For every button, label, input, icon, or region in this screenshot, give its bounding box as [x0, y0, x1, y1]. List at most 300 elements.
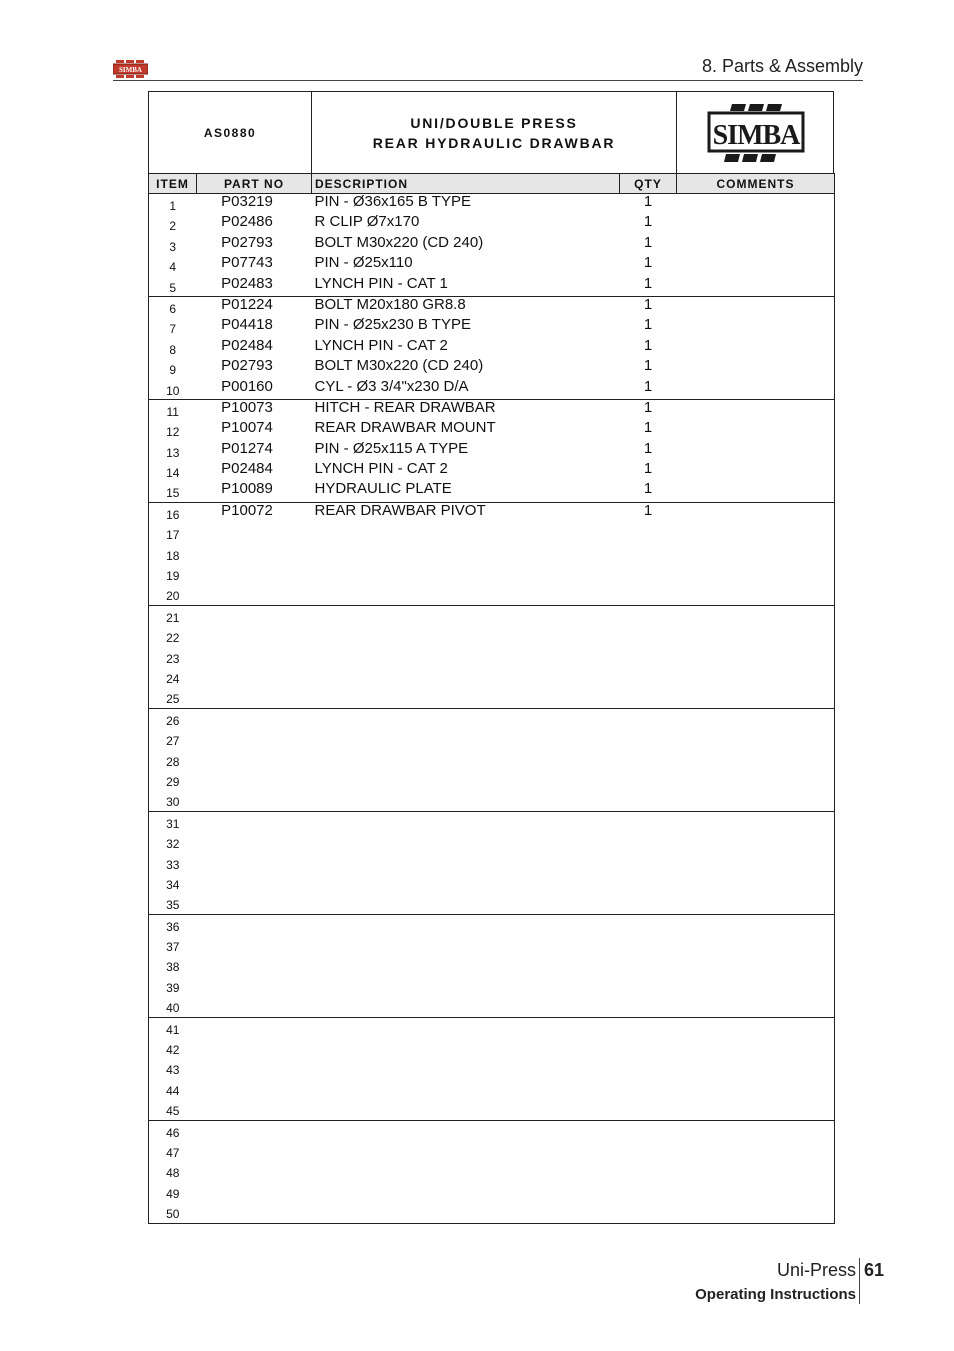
- item-cell: 33: [149, 853, 197, 873]
- table-row: [149, 1182, 835, 1202]
- qty-cell: [620, 1079, 677, 1099]
- table-row: [149, 276, 835, 297]
- part-no-cell: [197, 893, 312, 914]
- table-row: [149, 1099, 835, 1120]
- part-no-cell: [197, 976, 312, 996]
- description-cell: R CLIP Ø7x170: [314, 214, 420, 231]
- comments-cell: [677, 1120, 835, 1141]
- parts-table-body: [149, 194, 835, 1224]
- table-row: [149, 873, 835, 893]
- comments-cell: [677, 1202, 835, 1223]
- comments-cell: [677, 955, 835, 975]
- assembly-title: [312, 92, 677, 174]
- comments-cell: [677, 317, 835, 337]
- table-row: [149, 667, 835, 687]
- table-row: [149, 811, 835, 832]
- part-no-cell: P10073: [221, 399, 273, 416]
- table-row: [149, 647, 835, 667]
- qty-cell: [620, 790, 677, 811]
- qty-cell: [620, 853, 677, 873]
- header-divider: [113, 80, 863, 81]
- item-cell: 7: [149, 317, 197, 337]
- item-cell: 34: [149, 873, 197, 893]
- description-cell: [312, 1058, 620, 1078]
- column-header-part-no: PART NO: [197, 174, 312, 194]
- item-cell: 19: [149, 564, 197, 584]
- item-cell: 42: [149, 1038, 197, 1058]
- part-no-cell: P04418: [221, 317, 273, 334]
- part-no-cell: P02484: [221, 337, 273, 354]
- item-cell: 23: [149, 647, 197, 667]
- table-row: [149, 317, 835, 337]
- item-cell: 26: [149, 708, 197, 729]
- table-row: [149, 214, 835, 234]
- comments-cell: [677, 194, 835, 215]
- page-number: 61: [864, 1260, 885, 1280]
- table-row: [149, 790, 835, 811]
- part-no-cell: [197, 996, 312, 1017]
- part-no-cell: [197, 544, 312, 564]
- comments-cell: [677, 461, 835, 481]
- table-row: [149, 564, 835, 584]
- qty-cell: 1: [620, 379, 677, 400]
- qty-cell: [620, 996, 677, 1017]
- description-cell: BOLT M30x220 (CD 240): [314, 234, 484, 251]
- part-no-cell: [197, 564, 312, 584]
- qty-cell: 1: [620, 276, 677, 297]
- part-no-cell: P07743: [221, 255, 273, 272]
- table-row: [149, 976, 835, 996]
- comments-cell: [677, 626, 835, 646]
- table-row: [149, 626, 835, 646]
- comments-cell: [677, 647, 835, 667]
- description-cell: [312, 626, 620, 646]
- item-cell: 27: [149, 729, 197, 749]
- qty-cell: 1: [643, 420, 653, 437]
- part-no-cell: [197, 687, 312, 708]
- qty-cell: 1: [643, 399, 653, 416]
- part-no-cell: [197, 1017, 312, 1038]
- description-cell: PIN - Ø25x115 A TYPE: [314, 440, 469, 457]
- part-no-cell: P10089: [197, 481, 312, 502]
- simba-logo-graphic: [706, 102, 806, 164]
- item-cell: 31: [149, 811, 197, 832]
- qty-cell: [620, 1161, 677, 1181]
- parts-table: [148, 173, 835, 1224]
- qty-cell: 1: [643, 296, 653, 313]
- table-row: [149, 935, 835, 955]
- part-no-cell: P01224: [221, 296, 273, 313]
- item-cell: 40: [149, 996, 197, 1017]
- table-row: [149, 1202, 835, 1223]
- table-row: [149, 832, 835, 852]
- qty-cell: 1: [643, 234, 653, 251]
- part-no-cell: [197, 729, 312, 749]
- part-no-cell: [197, 1202, 312, 1223]
- description-cell: REAR DRAWBAR PIVOT: [314, 502, 486, 519]
- description-cell: [312, 1202, 620, 1223]
- description-cell: [312, 1038, 620, 1058]
- comments-cell: [677, 235, 835, 255]
- qty-cell: [620, 1058, 677, 1078]
- part-no-cell: P01274: [221, 440, 273, 457]
- qty-cell: [620, 976, 677, 996]
- description-cell: BOLT M30x220 (CD 240): [314, 358, 484, 375]
- comments-cell: [677, 1017, 835, 1038]
- item-cell: 48: [149, 1161, 197, 1181]
- qty-cell: [620, 1017, 677, 1038]
- table-row: [149, 1120, 835, 1141]
- description-cell: [312, 893, 620, 914]
- item-cell: 11: [149, 399, 197, 420]
- description-cell: [312, 853, 620, 873]
- part-no-cell: P02486: [221, 214, 273, 231]
- table-row: [149, 338, 835, 358]
- part-no-cell: P02484: [221, 461, 273, 478]
- comments-cell: [677, 338, 835, 358]
- item-cell: 38: [149, 955, 197, 975]
- description-cell: [312, 708, 620, 729]
- description-cell: PIN - Ø25x230 B TYPE: [314, 317, 471, 334]
- table-row: [149, 893, 835, 914]
- part-no-cell: [197, 955, 312, 975]
- part-no-cell: [197, 770, 312, 790]
- table-row: [149, 996, 835, 1017]
- table-row: [149, 914, 835, 935]
- part-no-cell: [197, 1141, 312, 1161]
- qty-cell: [620, 687, 677, 708]
- comments-cell: [677, 853, 835, 873]
- table-row: [149, 1038, 835, 1058]
- description-cell: [312, 544, 620, 564]
- item-cell: 30: [149, 790, 197, 811]
- item-cell: 18: [149, 544, 197, 564]
- part-no-cell: P02793: [221, 234, 273, 251]
- item-cell: 43: [149, 1058, 197, 1078]
- description-cell: [312, 832, 620, 852]
- comments-cell: [677, 729, 835, 749]
- simba-logo: [677, 92, 834, 174]
- item-cell: 15: [149, 481, 197, 502]
- item-cell: 32: [149, 832, 197, 852]
- comments-cell: [677, 1141, 835, 1161]
- table-row: [149, 1017, 835, 1038]
- table-row: [149, 502, 835, 523]
- qty-cell: [620, 873, 677, 893]
- qty-cell: [620, 750, 677, 770]
- part-no-cell: [197, 1058, 312, 1078]
- table-row: [149, 399, 835, 420]
- description-cell: [312, 584, 620, 605]
- part-no-cell: [197, 1099, 312, 1120]
- table-row: [149, 544, 835, 564]
- qty-cell: [620, 729, 677, 749]
- comments-cell: [677, 770, 835, 790]
- item-cell: 9: [149, 358, 197, 378]
- description-cell: [312, 750, 620, 770]
- part-no-cell: [197, 1079, 312, 1099]
- comments-cell: [677, 790, 835, 811]
- item-cell: 8: [149, 338, 197, 358]
- table-row: [149, 523, 835, 543]
- table-row: [149, 605, 835, 626]
- table-row: [149, 1161, 835, 1181]
- part-no-cell: [197, 667, 312, 687]
- item-cell: 22: [149, 626, 197, 646]
- description-cell: [312, 1141, 620, 1161]
- table-row: [149, 1079, 835, 1099]
- description-cell: [312, 564, 620, 584]
- comments-cell: [677, 276, 835, 297]
- comments-cell: [677, 750, 835, 770]
- comments-cell: [677, 1099, 835, 1120]
- comments-cell: [677, 605, 835, 626]
- table-row: [149, 584, 835, 605]
- table-row: [149, 379, 835, 400]
- table-row: [149, 420, 835, 440]
- item-cell: 13: [149, 441, 197, 461]
- comments-cell: [677, 873, 835, 893]
- description-cell: LYNCH PIN - CAT 2: [314, 461, 448, 478]
- comments-cell: [677, 584, 835, 605]
- description-cell: LYNCH PIN - CAT 2: [314, 337, 448, 354]
- comments-cell: [677, 523, 835, 543]
- comments-cell: [677, 214, 835, 234]
- part-no-cell: [197, 832, 312, 852]
- simba-small-logo: [113, 60, 148, 78]
- simba-small-logo-text: SIMBA: [119, 66, 142, 74]
- comments-cell: [677, 893, 835, 914]
- qty-cell: [620, 811, 677, 832]
- comments-cell: [677, 1182, 835, 1202]
- qty-cell: [620, 935, 677, 955]
- part-no-cell: [197, 1161, 312, 1181]
- comments-cell: [677, 502, 835, 523]
- description-cell: PIN - Ø25x110: [314, 255, 413, 272]
- comments-cell: [677, 564, 835, 584]
- item-cell: 39: [149, 976, 197, 996]
- part-no-cell: [197, 523, 312, 543]
- qty-cell: [620, 544, 677, 564]
- item-cell: 35: [149, 893, 197, 914]
- item-cell: 28: [149, 750, 197, 770]
- part-no-cell: [197, 1120, 312, 1141]
- footer-product-name: Uni-Press: [776, 1260, 856, 1280]
- comments-cell: [677, 1038, 835, 1058]
- description-cell: [312, 770, 620, 790]
- qty-cell: [620, 914, 677, 935]
- assembly-title-line2: REAR HYDRAULIC DRAWBAR: [372, 135, 616, 151]
- table-row: [149, 481, 835, 502]
- qty-cell: [620, 1202, 677, 1223]
- description-cell: [312, 935, 620, 955]
- item-cell: 2: [149, 214, 197, 234]
- description-cell: [312, 1182, 620, 1202]
- table-row: [149, 955, 835, 975]
- item-cell: 21: [149, 605, 197, 626]
- qty-cell: 1: [643, 193, 653, 210]
- qty-cell: 1: [643, 255, 653, 272]
- qty-cell: 1: [643, 337, 653, 354]
- comments-cell: [677, 399, 835, 420]
- table-row: [149, 358, 835, 378]
- item-cell: 6: [149, 296, 197, 317]
- comments-cell: [677, 935, 835, 955]
- item-cell: 24: [149, 667, 197, 687]
- comments-cell: [677, 358, 835, 378]
- qty-cell: 1: [643, 440, 653, 457]
- part-no-cell: [197, 853, 312, 873]
- item-cell: 4: [149, 255, 197, 275]
- qty-cell: 1: [643, 358, 653, 375]
- part-no-cell: [197, 914, 312, 935]
- comments-cell: [677, 914, 835, 935]
- qty-cell: 1: [643, 461, 653, 478]
- qty-cell: [620, 770, 677, 790]
- item-cell: 10: [149, 379, 197, 400]
- description-cell: REAR DRAWBAR MOUNT: [314, 420, 496, 437]
- item-cell: 45: [149, 1099, 197, 1120]
- item-cell: 47: [149, 1141, 197, 1161]
- table-row: [149, 729, 835, 749]
- qty-cell: [620, 1120, 677, 1141]
- assembly-code: AS0880: [149, 92, 312, 174]
- comments-cell: [677, 1161, 835, 1181]
- comments-cell: [677, 832, 835, 852]
- qty-cell: [620, 1038, 677, 1058]
- item-cell: 25: [149, 687, 197, 708]
- description-cell: [312, 523, 620, 543]
- item-cell: 41: [149, 1017, 197, 1038]
- item-cell: 49: [149, 1182, 197, 1202]
- qty-cell: [620, 647, 677, 667]
- table-row: [149, 461, 835, 481]
- description-cell: BOLT M20x180 GR8.8: [314, 296, 466, 313]
- comments-cell: [677, 1058, 835, 1078]
- description-cell: PIN - Ø36x165 B TYPE: [314, 193, 471, 210]
- column-header-description: DESCRIPTION: [312, 174, 620, 194]
- item-cell: 20: [149, 584, 197, 605]
- qty-cell: [620, 708, 677, 729]
- part-no-cell: P00160: [197, 379, 312, 400]
- qty-cell: [620, 564, 677, 584]
- description-cell: [312, 1099, 620, 1120]
- description-cell: HITCH - REAR DRAWBAR: [314, 399, 496, 416]
- part-no-cell: P02793: [221, 358, 273, 375]
- part-no-cell: [197, 935, 312, 955]
- table-row: [149, 1141, 835, 1161]
- part-no-cell: [197, 790, 312, 811]
- qty-cell: [620, 523, 677, 543]
- table-header-row: [149, 174, 835, 194]
- part-no-cell: P10074: [221, 420, 273, 437]
- comments-cell: [677, 255, 835, 275]
- column-header-comments: COMMENTS: [677, 174, 835, 194]
- comments-cell: [677, 420, 835, 440]
- qty-cell: 1: [643, 317, 653, 334]
- qty-cell: [620, 1182, 677, 1202]
- comments-cell: [677, 976, 835, 996]
- comments-cell: [677, 544, 835, 564]
- column-header-qty: QTY: [620, 174, 677, 194]
- comments-cell: [677, 708, 835, 729]
- footer-divider: [859, 1258, 860, 1304]
- table-row: [149, 441, 835, 461]
- description-cell: [312, 1120, 620, 1141]
- description-cell: LYNCH PIN - CAT 1: [312, 276, 620, 297]
- qty-cell: [620, 626, 677, 646]
- item-cell: 3: [149, 235, 197, 255]
- table-row: [149, 235, 835, 255]
- comments-cell: [677, 296, 835, 317]
- item-cell: 5: [149, 276, 197, 297]
- description-cell: [312, 1017, 620, 1038]
- description-cell: [312, 955, 620, 975]
- part-no-cell: [197, 647, 312, 667]
- section-title: 8. Parts & Assembly: [701, 56, 863, 76]
- part-no-cell: [197, 584, 312, 605]
- part-no-cell: [197, 1182, 312, 1202]
- comments-cell: [677, 379, 835, 400]
- simba-small-logo-graphic: [113, 60, 148, 78]
- qty-cell: [620, 584, 677, 605]
- footer-document-type: Operating Instructions: [695, 1286, 856, 1303]
- column-header-item: ITEM: [149, 174, 197, 194]
- table-row: [149, 194, 835, 215]
- part-no-cell: [197, 811, 312, 832]
- part-no-cell: P10072: [221, 502, 273, 519]
- description-cell: [312, 687, 620, 708]
- comments-cell: [677, 996, 835, 1017]
- description-cell: [312, 873, 620, 893]
- description-cell: [312, 605, 620, 626]
- description-cell: [312, 811, 620, 832]
- comments-cell: [677, 441, 835, 461]
- comments-cell: [677, 1079, 835, 1099]
- part-no-cell: [197, 626, 312, 646]
- description-cell: [312, 729, 620, 749]
- item-cell: 12: [149, 420, 197, 440]
- part-no-cell: [197, 708, 312, 729]
- item-cell: 14: [149, 461, 197, 481]
- description-cell: [312, 667, 620, 687]
- table-row: [149, 1058, 835, 1078]
- part-no-cell: [197, 1038, 312, 1058]
- qty-cell: [620, 832, 677, 852]
- table-row: [149, 853, 835, 873]
- part-no-cell: P03219: [221, 193, 273, 210]
- item-cell: 17: [149, 523, 197, 543]
- title-block: [148, 91, 834, 173]
- table-row: [149, 770, 835, 790]
- comments-cell: [677, 667, 835, 687]
- description-cell: [312, 647, 620, 667]
- part-no-cell: [197, 605, 312, 626]
- description-cell: CYL - Ø3 3/4"x230 D/A: [312, 379, 620, 400]
- table-row: [149, 255, 835, 275]
- description-cell: [312, 1161, 620, 1181]
- item-cell: 16: [149, 502, 197, 523]
- table-row: [149, 296, 835, 317]
- qty-cell: 1: [643, 214, 653, 231]
- item-cell: 50: [149, 1202, 197, 1223]
- qty-cell: [620, 1141, 677, 1161]
- qty-cell: [620, 955, 677, 975]
- simba-logo-text: SIMBA: [712, 120, 799, 151]
- qty-cell: [620, 667, 677, 687]
- qty-cell: [620, 605, 677, 626]
- description-cell: [312, 996, 620, 1017]
